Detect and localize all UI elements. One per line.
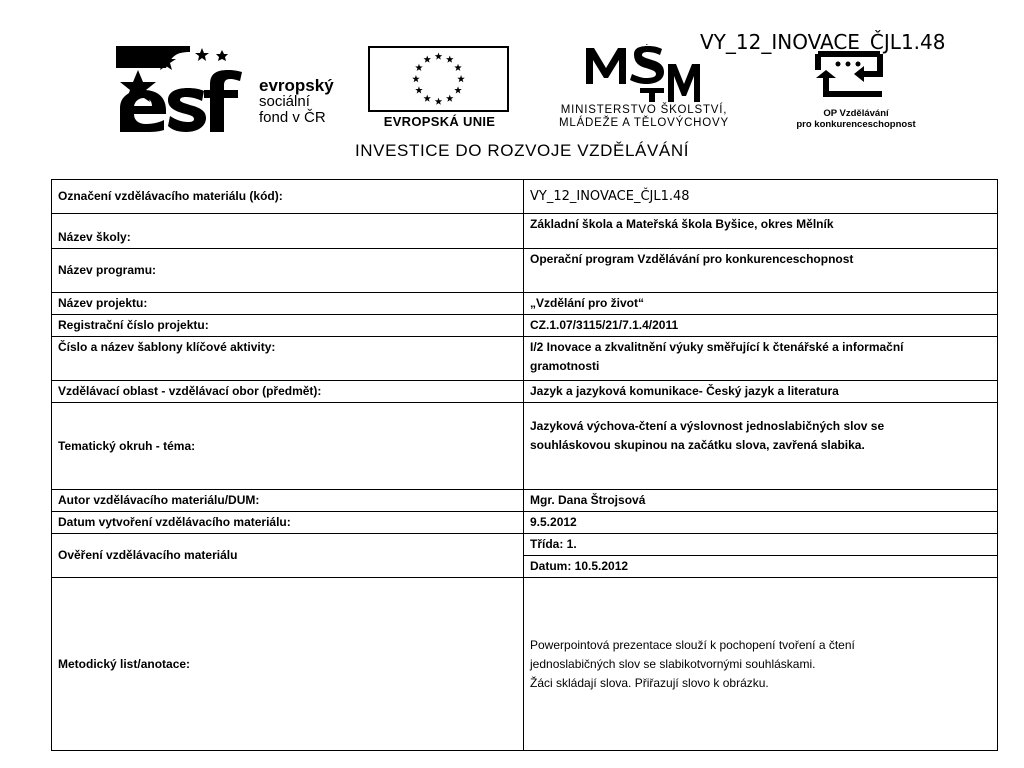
material-metadata-table	[51, 179, 998, 751]
row-value: Powerpointová prezentace slouží k pochopení tvoření a čtení jednoslabičných slov se slabikotvornými souhláskami. Žáci skládají slova. Přiřazují slovo k obrázku.	[524, 578, 998, 751]
row-value: Mgr. Dana Štrojsová	[524, 490, 998, 512]
row-label: Metodický list/anotace:	[52, 578, 524, 751]
row-label: Vzdělávací oblast - vzdělávací obor (předmět):	[52, 381, 524, 403]
row-value-class: Třída: 1.	[524, 534, 998, 556]
row-value: I/2 Inovace a zkvalitnění výuky směřující k čtenářské a informační gramotnosti	[524, 337, 998, 381]
row-label: Autor vzdělávacího materiálu/DUM:	[52, 490, 524, 512]
op-arrow-emblem-icon	[810, 48, 898, 100]
table-row	[52, 490, 998, 512]
row-value: VY_12_INOVACE_ČJL1.48	[524, 180, 998, 214]
row-value-date: Datum: 10.5.2012	[524, 556, 998, 578]
table-row	[52, 578, 998, 751]
row-label: Označení vzdělávacího materiálu (kód):	[52, 180, 524, 214]
row-value: Jazyková výchova-čtení a výslovnost jednoslabičných slov se souhláskovou skupinou na začátku slova, zavřená slabika.	[524, 403, 998, 490]
table-row	[52, 293, 998, 315]
row-value: „Vzdělání pro život“	[524, 293, 998, 315]
table-row	[52, 403, 998, 490]
row-label: Tematický okruh - téma:	[52, 403, 524, 490]
eu-star-icon	[412, 75, 419, 82]
eu-star-icon	[435, 98, 442, 105]
row-value: Operační program Vzdělávání pro konkurenceschopnost	[524, 249, 998, 293]
msmt-logo	[522, 44, 766, 134]
op-wordmark: OP Vzdělávání pro konkurenceschopnost	[796, 108, 916, 130]
eu-stars-flag-icon	[368, 46, 509, 112]
row-label: Číslo a název šablony klíčové aktivity:	[52, 337, 524, 381]
investice-tagline: INVESTICE DO ROZVOJE VZDĚLÁVÁNÍ	[354, 141, 690, 160]
row-label: Ověření vzdělávacího materiálu	[52, 534, 524, 578]
eu-label: EVROPSKÁ UNIE	[383, 114, 496, 129]
eu-star-icon	[415, 64, 423, 71]
msmt-wordmark: MINISTERSTVO ŠKOLSTVÍ, MLÁDEŽE A TĚLOVÝCHOVY	[559, 104, 729, 129]
eu-star-icon	[446, 95, 453, 102]
eu-star-icon	[415, 86, 423, 93]
row-value: Základní škola a Mateřská škola Byšice, okres Mělník	[524, 214, 998, 249]
row-value: Jazyk a jazyková komunikace- Český jazyk a literatura	[524, 381, 998, 403]
table-row	[52, 249, 998, 293]
table-row	[52, 214, 998, 249]
table-row	[52, 180, 998, 214]
table-row	[52, 315, 998, 337]
eu-logo	[368, 46, 511, 132]
table-row	[52, 381, 998, 403]
eu-star-icon	[435, 53, 442, 60]
row-value: 9.5.2012	[524, 512, 998, 534]
eu-star-icon	[454, 86, 462, 93]
table-row	[52, 512, 998, 534]
esf-wordmark: evropský sociální fond v ČR	[259, 76, 334, 126]
table-row	[52, 534, 998, 556]
row-label: Název projektu:	[52, 293, 524, 315]
row-label: Název programu:	[52, 249, 524, 293]
esf-logo	[116, 46, 364, 132]
eu-star-icon	[423, 95, 430, 102]
eu-star-icon	[446, 56, 453, 63]
document-code: VY_12_INOVACE_ČJL1.48	[700, 30, 946, 54]
eu-star-icon	[457, 75, 464, 82]
row-label: Název školy:	[52, 214, 524, 249]
esf-mark-icon	[116, 46, 256, 132]
op-vk-logo	[776, 46, 936, 132]
eu-star-icon	[423, 56, 430, 63]
row-label: Datum vytvoření vzdělávacího materiálu:	[52, 512, 524, 534]
table-row	[52, 337, 998, 381]
eu-star-icon	[454, 64, 462, 71]
row-label: Registrační číslo projektu:	[52, 315, 524, 337]
msmt-monogram-icon	[584, 44, 704, 104]
row-value: CZ.1.07/3115/21/7.1.4/2011	[524, 315, 998, 337]
